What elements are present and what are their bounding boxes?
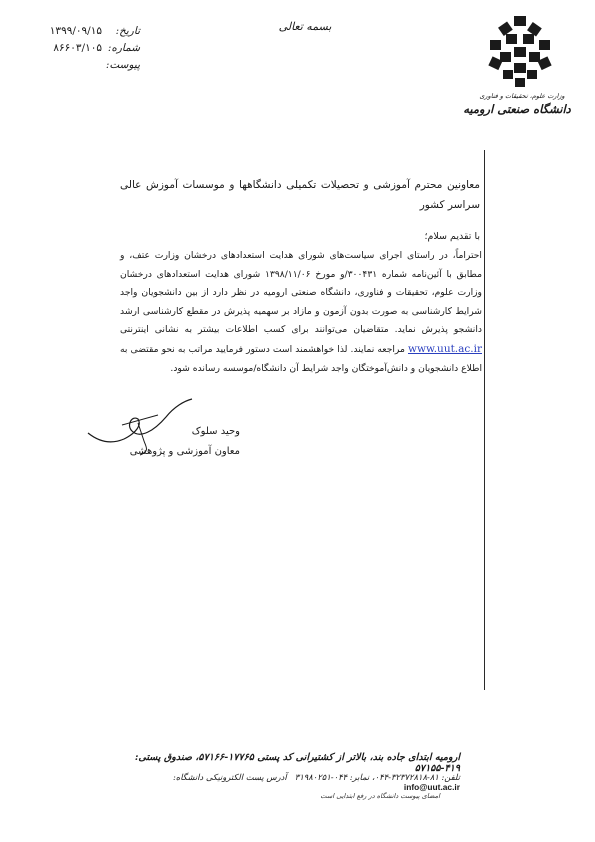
number-label: شماره: [107,42,140,54]
recipient: معاونین محترم آموزشی و تحصیلات تکمیلی دانشگاهها و موسسات آموزش عالی سراسر کشور [120,179,480,211]
footer-note: امضای پیوست دانشگاه در رفع ابتدایی است [320,792,440,800]
margin-line [484,150,485,690]
letterhead [0,0,595,140]
meta-values [32,23,102,57]
number-value: ۸۶۶۰۳/۱۰۵ [53,42,102,54]
body-part-1: احتراماً، در راستای اجرای سیاست‌های شورای هدایت استعدادهای درخشان وزارت عتف، و مطابق با آئین‌نامه شماره ۳۰۰۴۳۱/و مورخ ۱۳۹۸/۱۱/۰۶ شورای هدایت استعدادهای درخشان وزارت علوم، تحقیقات و فناوری، دانشگاه صنعتی ارومیه در نظر دارد از بین دانشجویان واجد شرایط کارشناسی به صورت بدون آزمون و مازاد بر سهمیه پذیرش در مقطع کارشناسی ارشد دانشجو پذیرش نماید. متقاضیان می‌توانند برای کسب اطلاعات بیشتر به نشانی اینترنتی [120,250,483,336]
signatory-name: وحید سلوک [191,426,240,437]
attachment-label: پیوست: [105,59,140,71]
letter-body [120,247,482,378]
date-value: ۱۳۹۹/۰۹/۱۵ [49,25,102,37]
footer-address: ارومیه ابتدای جاده بند، بالاتر از کشتیرانی کد پستی ۱۷۷۶۵-۵۷۱۶۶، صندوق پستی: ۴۱۹-۵۷۱۵۵ [134,752,460,774]
university-name: دانشگاه صنعتی ارومیه [463,102,571,116]
meta-labels [100,23,140,74]
salutation: با تقدیم سلام؛ [424,231,480,242]
footer-contact [120,772,460,792]
website-link[interactable]: www.uut.ac.ir [408,342,482,355]
ministry-name: وزارت علوم، تحقیقات و فناوری [479,92,565,100]
body-part-2: مراجعه نمایند. لذا خواهشمند است دستور فرمایید مراتب به نحو مقتضی به اطلاع دانشجویان و دانش‌آموختگان واجد شرایط آن دانشگاه/موسسه رسانده شود. [120,343,482,374]
footer-phone: تلفن: ۸۱-۳۲۳۷۲۸۱۸-۰۴۴، نمابر: ۰۴۴-۳۱۹۸۰۲۵۱ [294,772,460,782]
footer-email-label: آدرس پست الکترونیکی دانشگاه: [172,772,287,782]
footer-email[interactable]: info@uut.ac.ir [403,782,460,792]
university-logo-icon [470,14,570,96]
signatory-title: معاون آموزشی و پژوهشی [129,446,240,457]
bismillah: بسمه تعالی [278,20,332,33]
date-label: تاریخ: [115,25,140,37]
